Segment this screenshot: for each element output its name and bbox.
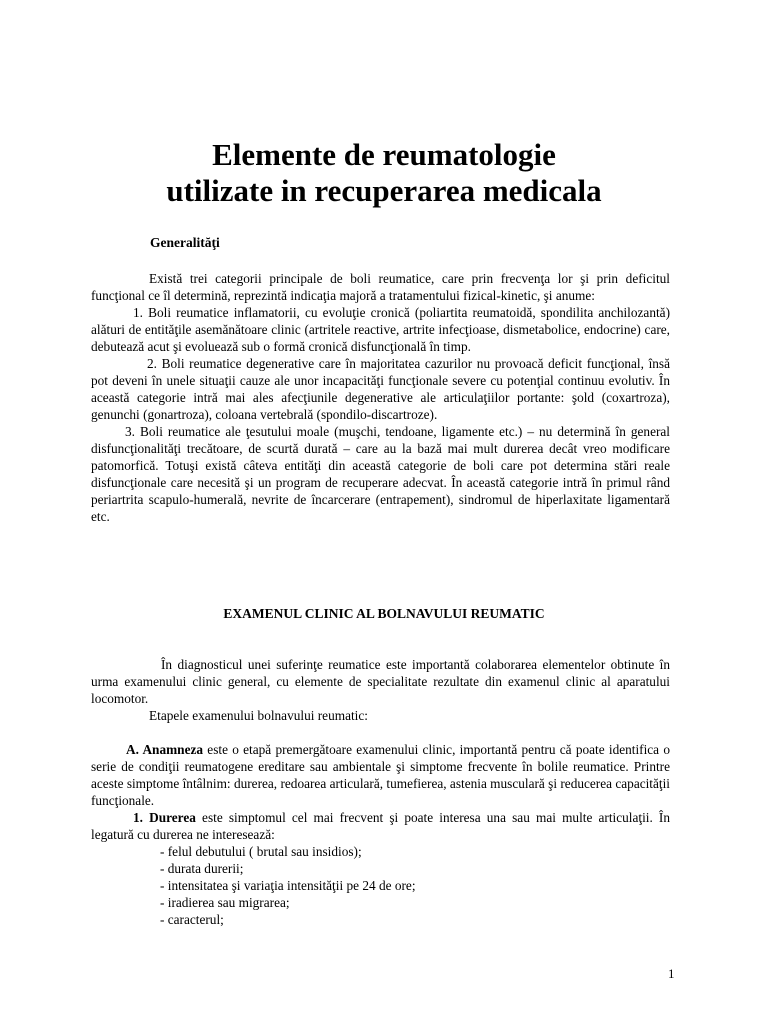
anamneza-text: este o etapă premergătoare examenului clinic, importantă pentru că poate identifica o serie de condiţii reumatogene ereditare sau ambientale şi simptome frecvente în bolile reumatice. Printre aceste simptome întâlnim: durerea, redoarea articulară, tumefierea, astenia musculară şi reducerea capacităţii funcţionale. [91, 742, 670, 808]
list-item: - durata durerii; [160, 861, 244, 876]
list-item: - felul debutului ( brutal sau insidios); [160, 844, 362, 859]
list-item: - intensitatea şi variaţia intensităţii pe 24 de ore; [160, 878, 416, 893]
list-item: - iradierea sau migrarea; [160, 895, 290, 910]
document-title-line-2: utilizate in recuperarea medicala [166, 173, 602, 208]
section-generalitati-body [91, 270, 670, 525]
paragraph-etapele: Etapele examenului bolnavului reumatic: [149, 708, 368, 723]
section-heading-examenul-clinic: EXAMENUL CLINIC AL BOLNAVULUI REUMATIC [223, 606, 545, 621]
document-title-line-1: Elemente de reumatologie [212, 137, 556, 172]
list-item: - caracterul; [160, 912, 224, 927]
section-heading-generalitati: Generalităţi [150, 235, 220, 250]
section-examen-body [91, 656, 670, 843]
paragraph-durerea [91, 809, 670, 843]
paragraph-item-2: 2. Boli reumatice degenerative care în majoritatea cazurilor nu provoacă deficit funcţional, însă pot deveni în unele situaţii cauze ale unor incapacităţi funcţionale severe cu potenţial continuu evolutiv. În această categorie intră mai ales afecţiunile degenerative ale articulaţiilor portante: şold (coxartroza), genunchi (gonartroza), coloana vertebrală (spondilo-discartroze). [91, 356, 670, 422]
paragraph-diagnostic: În diagnosticul unei suferinţe reumatice este importantă colaborarea elementelor obtinute în urma examenului clinic general, cu elemente de specialitate rezultate din examenul clinic al aparatului locomotor. [91, 657, 670, 706]
paragraph-item-1: 1. Boli reumatice inflamatorii, cu evoluţie cronică (poliartita reumatoidă, spondilita anchilozantă) alături de entităţile asemănătoare clinic (artritele reactive, artrite infecţioase, dismetabolice, endocrine) care, debutează acut şi evoluează sub o formă cronică disfuncţională în timp. [91, 305, 670, 354]
paragraph-intro: Există trei categorii principale de boli reumatice, care prin frecvenţa lor şi prin deficitul funcţional ce îl determină, reprezintă indicaţia majoră a tratamentului fizical-kinetic, şi anume: [91, 271, 670, 303]
paragraph-anamneza [91, 741, 670, 809]
page-number: 1 [668, 966, 675, 981]
durere-criteria-list [160, 843, 416, 928]
durerea-label: 1. Durerea [133, 810, 196, 825]
anamneza-label: A. Anamneza [126, 742, 204, 757]
paragraph-item-3: 3. Boli reumatice ale ţesutului moale (muşchi, tendoane, ligamente etc.) – nu determină în general disfuncţionalităţi trecătoare, de scurtă durată – care au la bază mai mult durerea decât vreo modificare patomorfică. Totuşi există câteva entităţi din această categorie de boli care pot determina stări reale disfuncţionale care necesită şi un program de recuperare adecvat. În această categorie intră în primul rând periartrita scapulo-humerală, nevrite de încarcerare (entrapement), sindromul de hiperlaxitate ligamentară etc. [91, 424, 670, 524]
durerea-text: este simptomul cel mai frecvent şi poate interesa una sau mai multe articulaţii. În legatură cu durerea ne interesează: [91, 810, 671, 842]
